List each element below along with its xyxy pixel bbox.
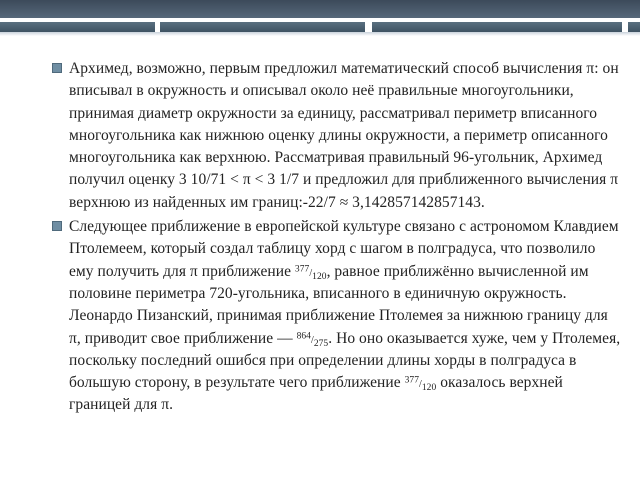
header-decoration bbox=[0, 18, 640, 52]
header-band bbox=[628, 22, 640, 32]
square-bullet-icon bbox=[52, 221, 62, 231]
fraction-numerator: 377 bbox=[404, 375, 420, 386]
fraction-numerator: 864 bbox=[296, 331, 311, 342]
bullet-item bbox=[50, 58, 622, 214]
slide-content bbox=[50, 58, 622, 417]
text-run: , равное приближённо вычисленной им половине периметра 720-угольника, вписанного в единичную окружность. Леонардо Пизанский, принимая приближение Птолемея за нижнюю границу для π, приводит свое приближение — bbox=[69, 262, 608, 347]
slide-header-bar bbox=[0, 0, 640, 18]
header-band bbox=[0, 22, 155, 32]
bullet-text: Архимед, возможно, первым предложил математический способ вычисления π: он вписывал в окружность и описывал около неё правильные многоугольники, принимая диаметр окружности за единицу, рассматривал периметр вписанного многоугольника как нижнюю оценку длины окружности, а периметр описанного многоугольника как верхнюю. Рассматривая правильный 96-угольник, Архимед получил оценку 3 10/71 < π < 3 1/7 и предложил для приближенного вычисления π верхнюю из найденных им границ:-22/7 ≈ 3,142857142857143. bbox=[69, 60, 619, 211]
fraction-denominator: 120 bbox=[421, 383, 437, 394]
fraction: $^{864}/_{275}$ bbox=[296, 331, 329, 349]
text-run: . Но оно оказывается хуже, чем у Птолемея, поскольку последний ошибся при определении длины хорды в полградуса в большую сторону, в результате чего приближение bbox=[69, 329, 621, 392]
fraction: $^{377}/_{120}$ bbox=[404, 375, 437, 394]
header-band bbox=[372, 22, 622, 32]
square-bullet-icon bbox=[52, 63, 62, 73]
fraction-denominator: 275 bbox=[313, 338, 329, 349]
fraction: $^{377}/_{120}$ bbox=[294, 264, 327, 282]
bullet-text bbox=[69, 216, 622, 417]
text-run: оказалось верхней границей для π. bbox=[69, 374, 563, 414]
text-run: Следующее приближение в европейской культуре связано с астрономом Клавдием Птолемеем, который создал таблицу хорд с шагом в полградуса, что позволило ему получить для π приближение bbox=[69, 218, 619, 280]
header-band bbox=[160, 22, 365, 32]
fraction-numerator: 377 bbox=[294, 264, 310, 275]
fraction-denominator: 120 bbox=[312, 271, 327, 282]
bullet-item bbox=[50, 216, 622, 417]
header-shadow bbox=[0, 32, 640, 36]
